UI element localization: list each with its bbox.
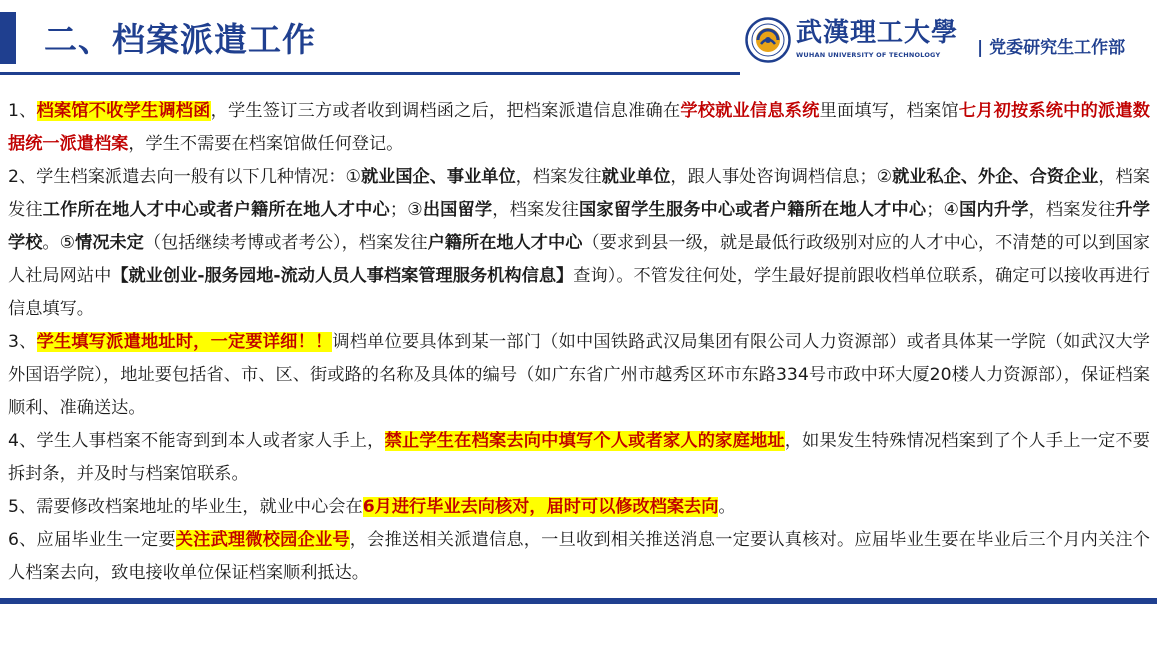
bold-text: 就业国企、事业单位 [360, 167, 516, 187]
bold-text: 【就业创业-服务园地-流动人员人事档案管理服务机构信息】 [111, 266, 574, 286]
slide-header [0, 0, 1157, 78]
body-text: 4、学生人事档案不能寄到到本人或者家人手上， [8, 431, 385, 451]
bold-text: 工作所在地人才中心或者户籍所在地人才中心 [42, 200, 390, 220]
paragraph-2 [8, 161, 1150, 326]
body-text: 1、 [8, 101, 37, 121]
paragraph-6 [8, 524, 1150, 590]
highlighted-text: 禁止学生在档案去向中填写个人或者家人的家庭地址 [384, 431, 785, 451]
body-text: 里面填写，档案馆 [819, 101, 959, 121]
bold-text: 情况未定 [75, 233, 144, 253]
emphasis-text: 七月初按系统中的派遣数据统一派遣档案 [8, 101, 1150, 154]
body-text: ，档案发往 [8, 167, 1150, 220]
body-text: ；③ [389, 200, 423, 220]
highlighted-text: 6月进行毕业去向核对，届时可以修改档案去向 [362, 497, 719, 517]
bold-text: 就业私企、外企、合资企业 [892, 167, 1099, 187]
university-name-cn: 武漢理工大學 [796, 18, 959, 48]
body-text: ，学生不需要在档案馆做任何登记。 [128, 134, 404, 154]
body-text: 查询）。不管发往何处，学生最好提前跟收档单位联系，确定可以接收再进行信息填写。 [8, 266, 1150, 319]
page-title: 二、档案派遣工作 [44, 20, 316, 59]
university-name [796, 18, 974, 59]
body-text: 。⑤ [42, 233, 76, 253]
body-text: （包括继续考博或者考公），档案发往 [143, 233, 428, 253]
highlighted-text: 学生填写派遣地址时，一定要详细！！ [36, 332, 333, 352]
bold-text: 出国留学 [422, 200, 493, 220]
department-name: | 党委研究生工作部 [977, 38, 1126, 58]
body-text: ，跟人事处咨询调档信息；② [670, 167, 893, 187]
highlighted-text: 档案馆不收学生调档函 [36, 101, 211, 121]
body-text: （要求到县一级，就是最低行政级别对应的人才中心，不清楚的可以到国家人社局网站中 [8, 233, 1150, 286]
body-text: ，如果发生特殊情况档案到了个人手上一定不要拆封条，并及时与档案馆联系。 [8, 431, 1150, 484]
paragraph-1 [8, 95, 1150, 161]
university-seal-icon [745, 17, 791, 63]
bold-text: 升学学校 [8, 200, 1150, 253]
paragraph-3 [8, 326, 1150, 425]
body-text: 5、需要修改档案地址的毕业生，就业中心会在 [8, 497, 363, 517]
paragraph-5 [8, 491, 1150, 524]
bold-text: 国家留学生服务中心或者户籍所在地人才中心 [579, 200, 927, 220]
body-text: ，档案发往 [515, 167, 602, 187]
body-text: 2、学生档案派遣去向一般有以下几种情况：① [8, 167, 361, 187]
body-text: 调档单位要具体到某一部门（如中国铁路武汉局集团有限公司人力资源部）或者具体某一学院（如武汉大学外国语学院），地址要包括省、市、区、街或路的名称及具体的编号（如广东省广州市越秀区环市东路334号市政中环大厦20楼人力资源部），保证档案顺利、准确送达。 [8, 332, 1150, 418]
body-text: 3、 [8, 332, 37, 352]
body-text: 6、应届毕业生一定要 [8, 530, 176, 550]
bold-text: 就业单位 [601, 167, 671, 187]
body-text: ；④ [926, 200, 960, 220]
body-text: ，学生签订三方或者收到调档函之后，把档案派遣信息准确在 [210, 101, 681, 121]
body-text: ，档案发往 [1028, 200, 1116, 220]
emphasis-text: 学校就业信息系统 [680, 101, 820, 121]
footer-divider [0, 598, 1157, 604]
highlighted-text: 关注武理微校园企业号 [175, 530, 350, 550]
bold-text: 户籍所在地人才中心 [427, 233, 583, 253]
bold-text: 国内升学 [959, 200, 1029, 220]
body-text: ，会推送相关派遣信息，一旦收到相关推送消息一定要认真核对。应届毕业生要在毕业后三个月内关注个人档案去向，致电接收单位保证档案顺利抵达。 [8, 530, 1150, 583]
paragraph-4 [8, 425, 1150, 491]
university-name-en: WUHAN UNIVERSITY OF TECHNOLOGY [796, 51, 941, 59]
body-text: ，档案发往 [492, 200, 580, 220]
body-text: 。 [718, 497, 736, 517]
header-divider [0, 72, 740, 75]
title-accent-bar [0, 12, 16, 64]
content-body [8, 95, 1150, 590]
